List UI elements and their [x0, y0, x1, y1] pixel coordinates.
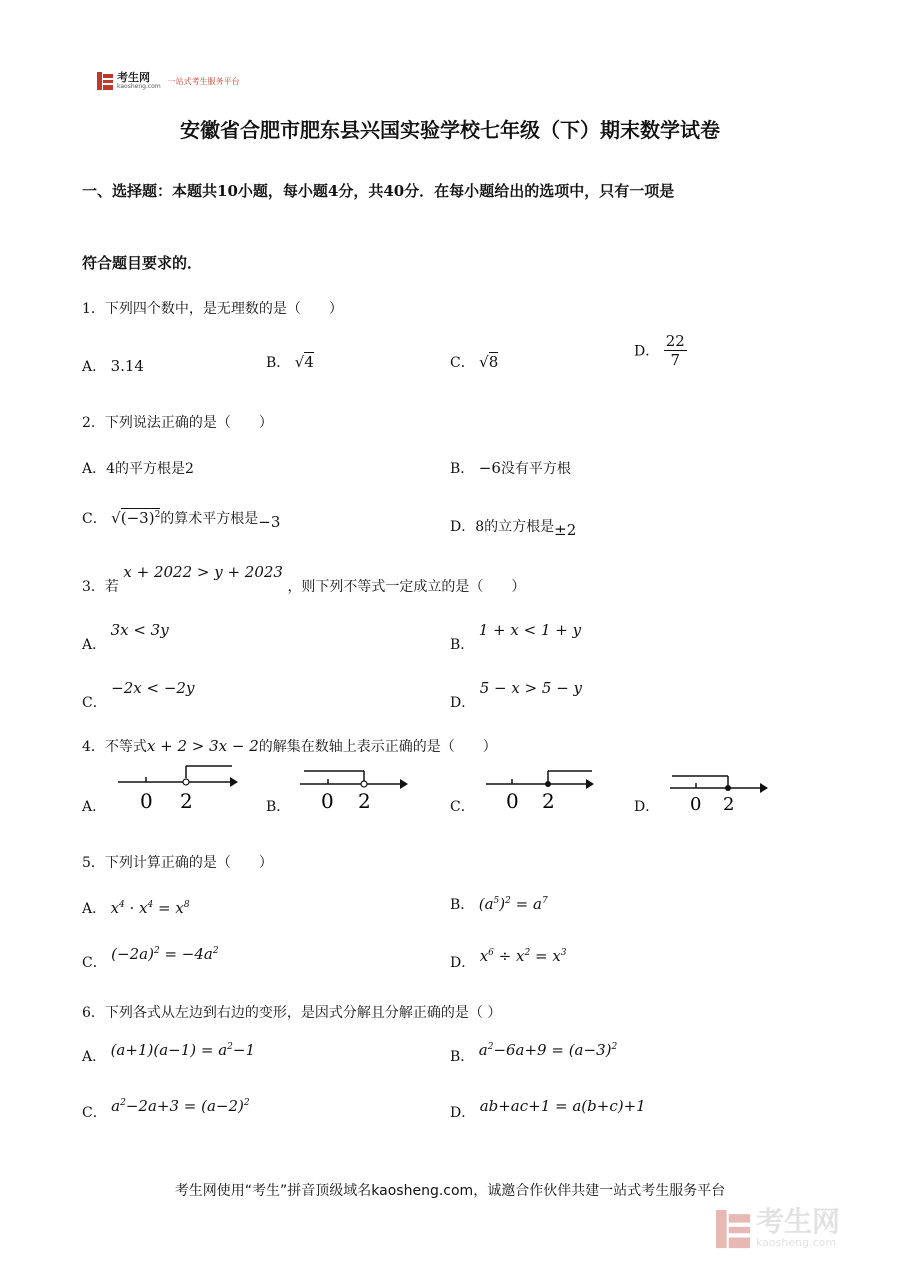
q5-d-exp2: 2 [524, 948, 531, 958]
q3-a-math: 3x < 3y [110, 621, 169, 639]
q1-a-label: A． [82, 359, 107, 375]
q4-c-label: C． [450, 799, 475, 815]
q2-c-text: 的算术平方根是 [160, 511, 259, 527]
q6-option-b [450, 1040, 618, 1065]
q4-c-two: 2 [542, 789, 555, 813]
q5-a-label: A． [82, 901, 107, 917]
q6-a-tail: −1 [232, 1041, 256, 1059]
q1-d-denominator: 7 [670, 351, 680, 369]
q6-b-exp: 2 [487, 1042, 494, 1052]
watermark-brand: 考生网 [756, 1205, 841, 1238]
q3-stem-post: ，则下列不等式一定成立的是（ ） [287, 579, 526, 595]
q6-b-math [479, 1041, 617, 1059]
q2-d-label: D． [450, 519, 476, 535]
q6-c-math [111, 1097, 249, 1115]
q4-stem [82, 736, 497, 756]
q2-a-text: 4的平方根是2 [106, 461, 194, 477]
page-footer: 考生网使用“考生”拼音顶级域名kaosheng.com，诚邀合作伙伴共建一站式考生服务平台 [174, 1183, 726, 1199]
q4-a-numberline [110, 762, 240, 814]
q3-option-b [450, 620, 582, 653]
q5-b-label: B． [450, 897, 475, 913]
q6-option-d [450, 1096, 646, 1121]
q4-b-two: 2 [358, 789, 371, 813]
q5-c-label: C． [82, 955, 107, 971]
q2-option-a [82, 458, 194, 478]
q6-option-a [82, 1040, 256, 1065]
q1-b-radicand: 4 [304, 353, 314, 371]
q1-option-b [266, 352, 314, 372]
q5-stem: 5．下列计算正确的是（ ） [82, 855, 273, 871]
q5-c-exp2: 2 [212, 946, 219, 956]
q4-d-numberline [666, 766, 774, 814]
q3-a-label: A． [82, 637, 107, 653]
q6-a-math [111, 1041, 255, 1059]
q6-c-exp: 2 [120, 1098, 126, 1108]
q6-c-label: C． [82, 1105, 107, 1121]
q4-c-zero: 0 [506, 789, 519, 813]
q1-c-sqrt: √8 [479, 353, 499, 371]
q3-c-label: C． [82, 695, 107, 711]
q1-option-a [82, 356, 144, 376]
q6-c-tail: −2a+3 = (a−2) [125, 1097, 244, 1115]
q4-b-label: B． [266, 799, 291, 815]
q6-a-label: A． [82, 1049, 107, 1065]
q5-b-exp2: 2 [505, 896, 511, 906]
q6-stem: 6．下列各式从左边到右边的变形，是因式分解且分解正确的是（ ） [82, 1005, 502, 1021]
q4-d-label: D． [634, 799, 660, 815]
q1-b-label: B． [266, 355, 291, 371]
q4-a-two: 2 [180, 789, 193, 813]
q2-stem: 2．下列说法正确的是（ ） [82, 415, 273, 431]
q5-a-math: $x^4 \cdot x^4 = x^8$ [110, 899, 190, 917]
q1-d-numerator: 22 [665, 332, 685, 350]
q5-option-a [82, 898, 190, 918]
q6-c-base: a [111, 1097, 121, 1115]
q1-option-c [450, 352, 498, 372]
q3-c-math: −2x < −2y [111, 679, 195, 697]
q4-stem-math: x + 2 > 3x − 2 [146, 737, 259, 755]
q6-c-exp2: 2 [243, 1098, 250, 1108]
q6-d-math: ab+ac+1 = a(b+c)+1 [479, 1097, 646, 1115]
page-title: 安徽省合肥市肥东县兴国实验学校七年级（下）期末数学试卷 [180, 118, 720, 142]
q5-d-exp1: 6 [488, 948, 494, 958]
q3-option-a [82, 620, 169, 653]
q4-stem-post: 的解集在数轴上表示正确的是（ ） [258, 739, 497, 755]
q5-d-label: D． [450, 955, 476, 971]
section-heading-line2: 符合题目要求的． [82, 254, 203, 272]
q1-stem: 1．下列四个数中，是无理数的是（ ） [82, 301, 343, 317]
section-heading-line1: 一、选择题：本题共10小题，每小题4分，共40分．在每小题给出的选项中，只有一项是 [82, 182, 675, 200]
q4-b-zero: 0 [321, 789, 334, 813]
q5-a-exp2: 4 [147, 900, 154, 910]
q6-a-lhs: (a+1)(a−1) = a [110, 1041, 228, 1059]
q3-b-math: 1 + x < 1 + y [478, 621, 582, 639]
q5-b-math: $(a^5)^2 = a^7$ [478, 895, 548, 913]
q5-d-div: ÷ [498, 947, 512, 965]
q5-a-exp3: 8 [183, 900, 190, 910]
q3-option-d [450, 678, 583, 711]
q2-c-label: C． [82, 511, 107, 527]
q2-b-math: −6 [478, 459, 501, 477]
watermark-domain: kaosheng.com [756, 1236, 837, 1249]
q3-d-math: 5 − x > 5 − y [479, 679, 583, 697]
q1-a-value: 3.14 [110, 357, 144, 375]
q6-option-c [82, 1096, 250, 1121]
q3-b-label: B． [450, 637, 475, 653]
brand-icon [97, 72, 113, 90]
q4-c-numberline [482, 762, 600, 814]
q4-a-label: A． [82, 799, 107, 815]
q2-b-label: B． [450, 461, 475, 477]
q2-c-value: −3 [258, 513, 281, 531]
q5-d-exp3: 3 [560, 948, 567, 958]
q5-option-d [450, 946, 567, 971]
q4-stem-pre: 4．不等式 [82, 739, 147, 755]
brand-domain: kaosheng.com [117, 83, 161, 90]
q3-d-label: D． [450, 695, 476, 711]
q1-d-fraction [664, 332, 687, 369]
q2-c-sqrt: $√(-3)^2$ [111, 509, 161, 527]
q6-a-exp: 2 [227, 1042, 233, 1052]
q4-d-zero: 0 [690, 794, 702, 814]
header-logo [97, 72, 240, 90]
q6-d-label: D． [450, 1105, 476, 1121]
q5-a-exp1: 4 [119, 900, 125, 910]
q3-option-c [82, 678, 195, 711]
q2-option-c [82, 508, 281, 531]
q5-c-math [111, 945, 218, 963]
q5-c-post: = −4a [164, 945, 213, 963]
q5-c-pre: (−2a) [111, 945, 154, 963]
q5-b-exp1: 5 [493, 896, 500, 906]
watermark-icon [716, 1209, 750, 1249]
q4-a-zero: 0 [140, 789, 153, 813]
q2-option-b [450, 458, 571, 478]
q1-c-radicand: 8 [488, 353, 499, 371]
q3-stem [82, 562, 526, 595]
q2-c-inner: (−3) [120, 509, 155, 527]
q5-option-c [82, 944, 219, 971]
q1-b-sqrt: √4 [294, 353, 314, 371]
q4-d-two: 2 [723, 794, 735, 814]
q2-b-text: 没有平方根 [500, 461, 571, 477]
brand-slogan: 一站式考生服务平台 [167, 76, 240, 86]
q6-b-exp2: 2 [611, 1042, 618, 1052]
q2-c-exp: 2 [154, 510, 161, 520]
q1-c-label: C． [450, 355, 475, 371]
q5-d-math: $x^6 \div x^2 = x^3$ [479, 947, 567, 965]
q2-d-value: ±2 [554, 521, 577, 539]
watermark [716, 1205, 841, 1249]
q2-option-d [450, 516, 577, 539]
q5-option-b [450, 894, 548, 914]
q4-b-numberline [296, 762, 414, 814]
q6-b-base: a [478, 1041, 488, 1059]
q3-stem-pre: 3．若 [82, 579, 119, 595]
q6-b-tail: −6a+9 = (a−3) [493, 1041, 612, 1059]
q2-a-label: A． [82, 461, 107, 477]
q5-b-exp3: 7 [541, 896, 548, 906]
q1-d-label: D． [634, 343, 660, 360]
brand-name: 考生网 [117, 71, 150, 84]
q3-stem-math: x + 2022 > y + 2023 [123, 563, 283, 581]
q5-c-exp1: 2 [153, 946, 160, 956]
q6-b-label: B． [450, 1049, 475, 1065]
q1-option-d [634, 332, 687, 369]
q2-d-text: 8的立方根是 [475, 519, 555, 535]
